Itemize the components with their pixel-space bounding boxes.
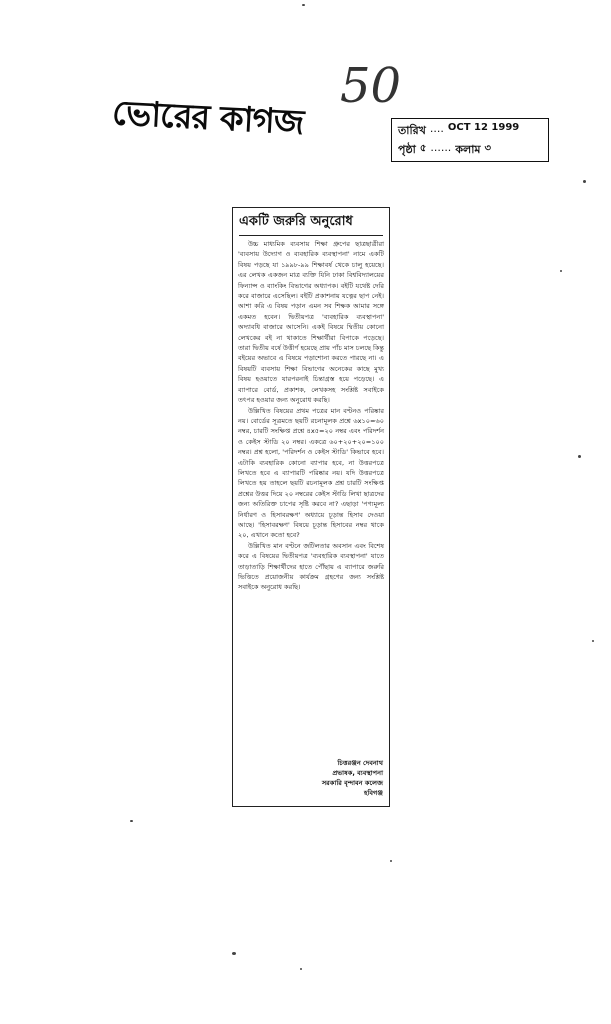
scan-speck (130, 820, 133, 822)
signature-title: প্রভাষক, ব্যবস্থাপনা (332, 769, 383, 777)
scan-speck (232, 952, 236, 955)
signature-institution: সরকারি বৃন্দাবন কলেজ (321, 779, 383, 787)
stamp-page-label: পৃষ্ঠা (398, 143, 416, 156)
scan-speck (583, 180, 586, 183)
stamp-date-label: তারিখ (398, 124, 426, 137)
article-paragraph: উচ্চ মাধ্যমিক ব্যবসায় শিক্ষা গ্রুপের ছাত্রছাত্রীরা 'ব্যবসায় উদ্যোগ ও ব্যবহারিক ব্যবস্থাপনা' নামে একটি বিষয় পড়ছে যা ১৯৯৮-৯৯ শিক্ষাবর্ষ থেকে চালু হয়েছে। এর লেখক একজন মাত্র ব্যক্তি যিনি ঢাকা বিশ্ববিদ্যালয়ের ফিন্যান্স ও ব্যাংকিং বিভাগের অধ্যাপক। বইটি যথেষ্ট দেরি করে বাজারে এসেছিল। বইটি প্রকাশনায় যত্নের ছাপ নেই। আশা করি এ বিষয় পড়ান এমন সব শিক্ষক আমার সঙ্গে একমত হবেন। দ্বিতীয়পত্র 'ব্যবহারিক ব্যবস্থাপনা' অদ্যাবধি বাজারে আসেনি। একই বিষয়ে দ্বিতীয় কোনো লেখকের বই না থাকাতে শিক্ষার্থীরা বিপাকে পড়েছে। তারা দ্বিতীয় বর্ষে উত্তীর্ণ হয়েছে প্রায় পাঁচ মাস চলছে কিন্তু বইয়ের অভাবে এ বিষয়ে পড়াশোনা করতে পারছে না। এ বিষয়টি ব্যবসায় শিক্ষা বিভাগের অনেকের কাছে মুখ্য বিষয় হওয়াতে যারপরনাই চিন্তাগ্রস্ত হয়ে পড়েছে। এ ব্যাপারে বোর্ড, প্রকাশক, লেখকসহ সংশ্লিষ্ট সবাইকে তৎপর হওয়ার জন্য অনুরোধ করছি। (238, 240, 384, 405)
newspaper-masthead: ভোরের কাগজ (111, 93, 305, 143)
scan-speck (578, 455, 581, 458)
signature-name: চিত্তরঞ্জন দেবনাথ (337, 759, 383, 767)
stamp-dots: ...... (430, 141, 452, 154)
scan-speck (592, 640, 594, 642)
article-signature (322, 758, 383, 798)
scan-speck (302, 4, 305, 6)
stamp-dots: .... (429, 122, 444, 135)
scan-speck (390, 860, 392, 862)
scan-speck (300, 968, 302, 970)
stamp-date-row (398, 122, 542, 141)
scan-speck (560, 270, 562, 272)
stamp-column-label: কলাম (455, 143, 481, 156)
article-paragraph: উল্লিখিত মান বণ্টনে জটিলতার অবসান এবং বিশেষ করে এ বিষয়ের দ্বিতীয়পত্র 'ব্যবহারিক ব্যবস্থাপনা' যাতে তাড়াতাড়ি শিক্ষার্থীদের হাতে পৌঁছায় এ ব্যাপারে জরুরি ভিত্তিতে প্রয়োজনীয় কার্যক্রম গ্রহণের জন্য সংশ্লিষ্ট সবাইকে অনুরোধ করছি। (238, 541, 384, 592)
stamp-date-value: OCT 12 1999 (447, 122, 520, 133)
article-headline: একটি জরুরি অনুরোধ (239, 212, 383, 236)
date-stamp (391, 118, 549, 162)
article-paragraph: উল্লিখিত বিষয়ের প্রথম পত্রের মান বণ্টনও পরিষ্কার নয়। বোর্ডের সূত্রমতে ছয়টি রচনামূলক প্রশ্নে ৬x১০=৬০ নম্বর, চারটি সংক্ষিপ্ত প্রশ্নে ৪x৫=২০ নম্বর এবং পরিদর্শন ও কেইস স্টাডি ২০ নম্বর। একত্রে ৬০+২০+২০=১০০ নম্বর। প্রশ্ন হলো, 'পরিদর্শন ও কেইস স্টাডি' কিভাবে হবে। এটাকি ব্যবহারিক কোনো ব্যাপার হবে, না উত্তরপত্রে লিখতে হবে এ ব্যাপারটি পরিষ্কার নয়। যদি উত্তরপত্রে লিখতে হয় তাহলে ছয়টি রচনামূলক প্রশ্ন চারটি সংক্ষিপ্ত প্রশ্নের উত্তর দিয়ে ২০ নম্বরের কেইস স্টাডি লিখা ছাত্রদের জন্য অতিরিক্ত চাপের সৃষ্টি করবে না? এছাড়া 'পণ্যমূল্য নির্ধারণ ও হিসাবরক্ষণ' অধ্যায়ে চূড়ান্ত হিসাব দেওয়া আছে। 'হিসাবরক্ষণ' বিষয়ে চূড়ান্ত হিসাবের নম্বর থাকে ২০, এখানে কতো হবে? (238, 406, 384, 540)
handwritten-folio-number: 50 (340, 58, 402, 114)
newspaper-clipping (232, 207, 390, 807)
article-body (238, 239, 384, 593)
stamp-page-row (398, 141, 542, 160)
stamp-column-value: ৩ (484, 143, 492, 154)
stamp-page-value: ৫ (419, 143, 427, 154)
signature-place: হবিগঞ্জ (364, 789, 383, 797)
